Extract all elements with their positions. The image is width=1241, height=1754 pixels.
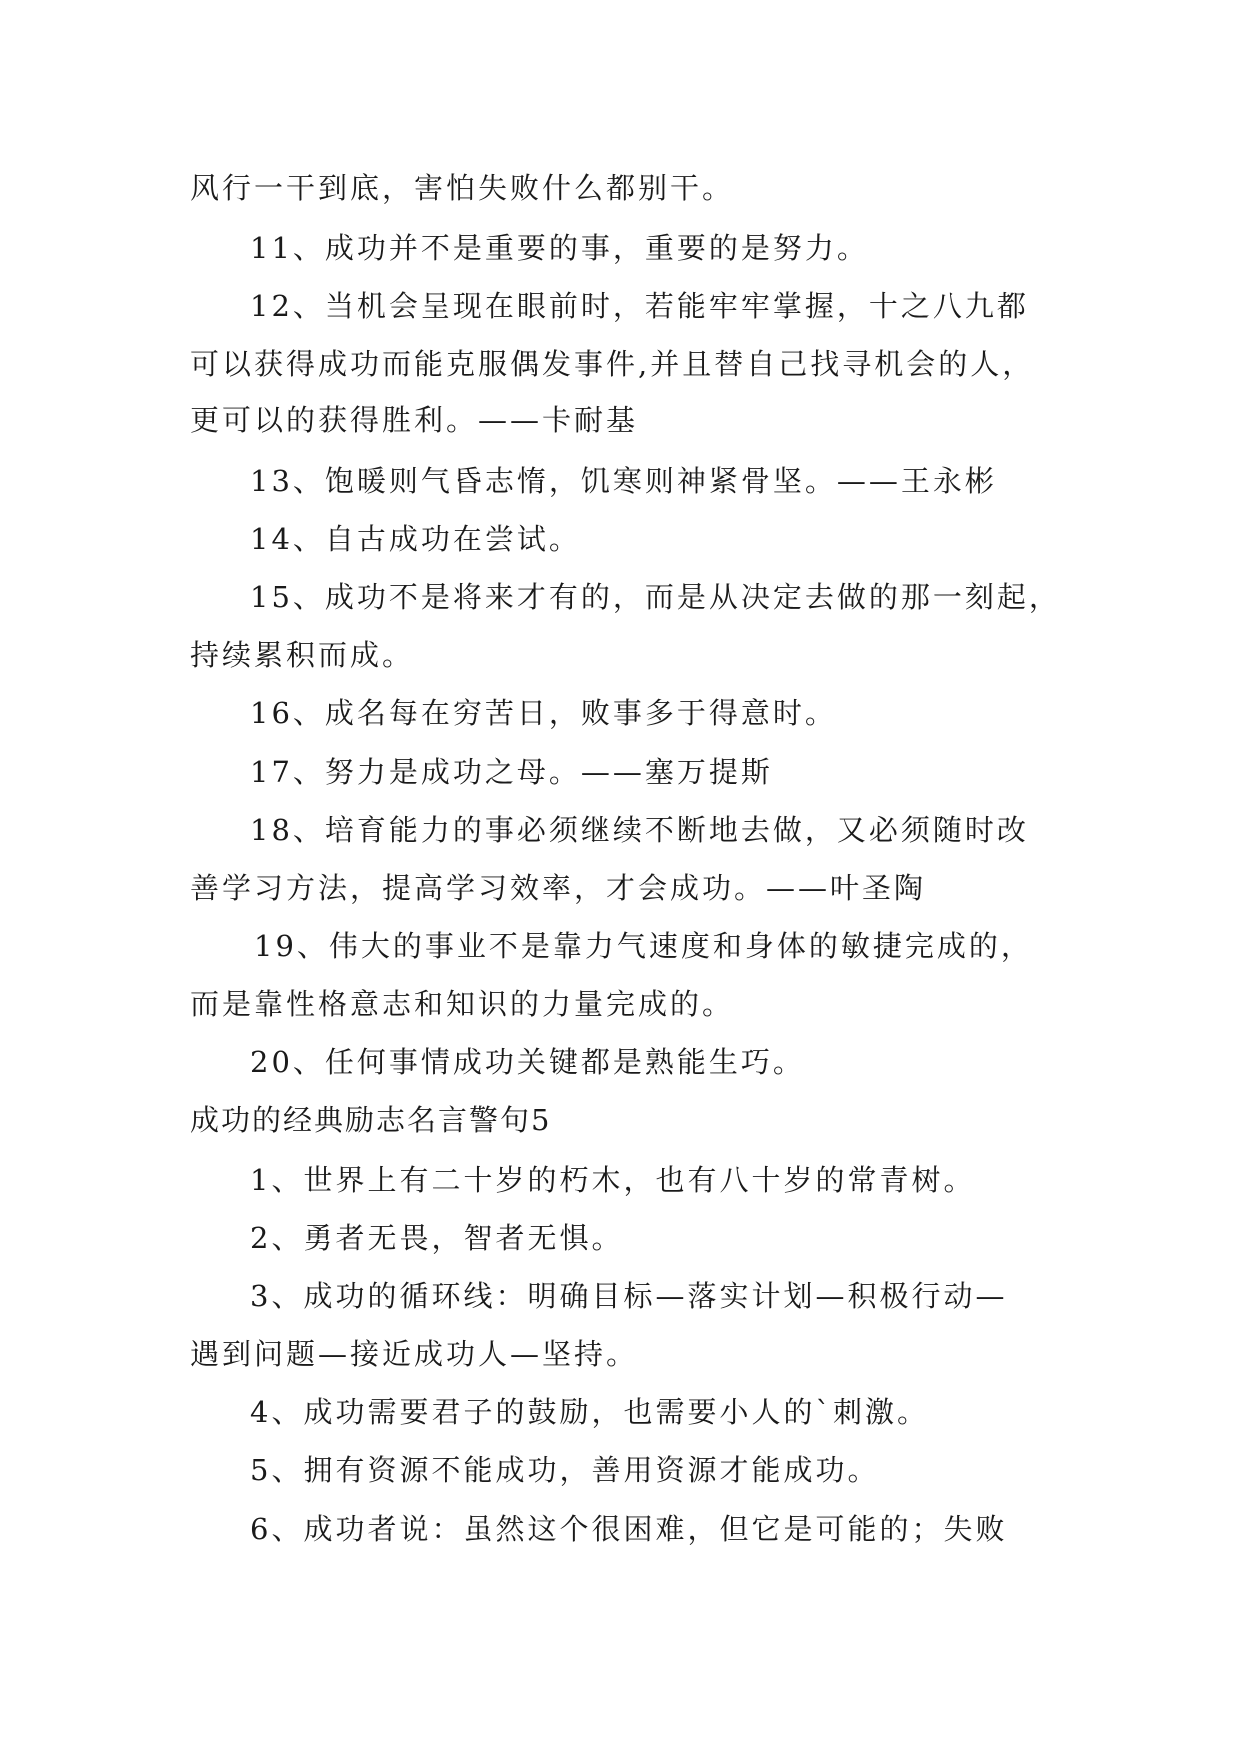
section-heading: 成功的经典励志名言警句5 (190, 1103, 552, 1137)
list-item: 20、任何事情成功关键都是熟能生巧。 (250, 1045, 805, 1079)
list-item: 6、成功者说：虽然这个很困难，但它是可能的；失败 (250, 1512, 1008, 1546)
list-item: 15、成功不是将来才有的，而是从决定去做的那一刻起， (250, 580, 1061, 614)
list-item: 5、拥有资源不能成功，善用资源才能成功。 (250, 1453, 880, 1487)
text-line: 善学习方法，提高学习效率，才会成功。——叶圣陶 (190, 871, 927, 905)
text-line: 风行一干到底，害怕失败什么都别干。 (190, 171, 735, 205)
text-line: 持续累积而成。 (190, 638, 415, 672)
list-item: 2、勇者无畏，智者无惧。 (250, 1221, 624, 1255)
list-item: 18、培育能力的事必须继续不断地去做，又必须随时改 (250, 813, 1029, 847)
list-item: 14、自古成功在尝试。 (250, 522, 581, 556)
list-item: 17、努力是成功之母。——塞万提斯 (250, 755, 773, 789)
list-item: 3、成功的循环线：明确目标—落实计划—积极行动— (250, 1279, 1008, 1313)
text-line: 遇到问题—接近成功人—坚持。 (190, 1337, 639, 1371)
list-item: 16、成名每在穷苦日，败事多于得意时。 (250, 696, 837, 730)
text-line: 而是靠性格意志和知识的力量完成的。 (190, 987, 735, 1021)
list-item: 11、成功并不是重要的事，重要的是努力。 (250, 231, 869, 265)
list-item: 1、世界上有二十岁的朽木，也有八十岁的常青树。 (250, 1163, 976, 1197)
list-item: 19、伟大的事业不是靠力气速度和身体的敏捷完成的， (254, 929, 1033, 963)
list-item: 12、当机会呈现在眼前时，若能牢牢掌握，十之八九都 (250, 289, 1029, 323)
text-line: 可以获得成功而能克服偶发事件,并且替自己找寻机会的人， (190, 347, 1035, 381)
text-line: 更可以的获得胜利。——卡耐基 (190, 403, 639, 437)
list-item: 13、饱暖则气昏志惰，饥寒则神紧骨坚。——王永彬 (250, 464, 997, 498)
list-item: 4、成功需要君子的鼓励，也需要小人的`刺激。 (250, 1395, 929, 1429)
